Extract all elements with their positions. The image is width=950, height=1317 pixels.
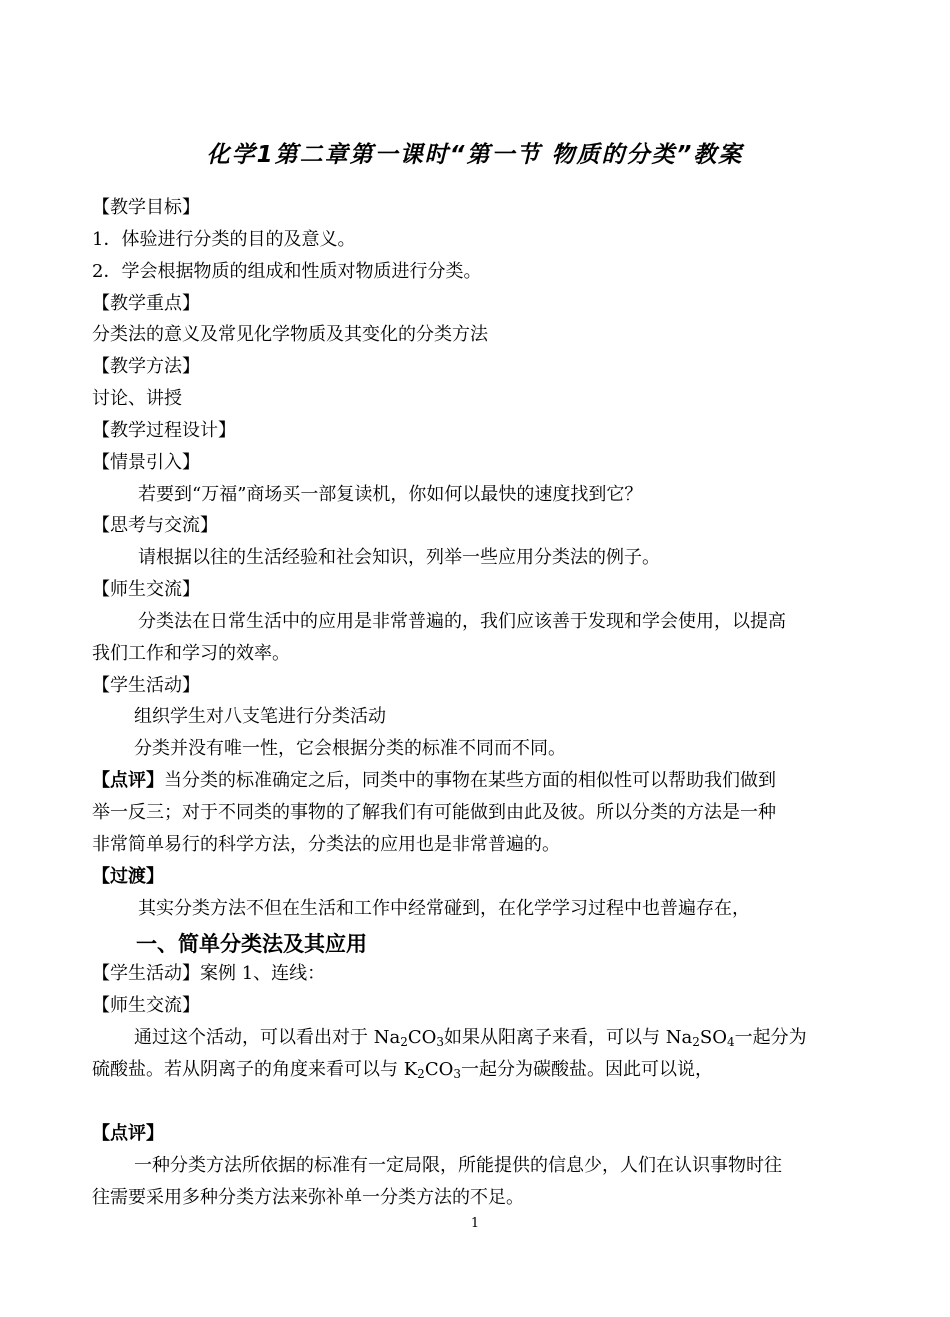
section-head-exchange2: 【师生交流】 xyxy=(92,995,200,1016)
exchange2-text-b-end: 一起分为碳酸盐。因此可以说， xyxy=(460,1059,713,1080)
goal-item-1: 1．体验进行分类的目的及意义。 xyxy=(92,229,356,250)
page-title: 化学1第二章第一课时“第一节 物质的分类”教案 xyxy=(206,142,744,168)
section-head-activity2: 【学生活动】 xyxy=(92,963,200,984)
transition-text: 其实分类方法不但在生活和工作中经常碰到，在化学学习过程中也普遍存在， xyxy=(138,898,750,919)
heading-simple-classification: 一、简单分类法及其应用 xyxy=(136,932,367,956)
exchange2-line-2 xyxy=(92,1059,713,1081)
section-head-method: 【教学方法】 xyxy=(92,356,200,377)
subscript: 3 xyxy=(453,1067,461,1081)
exchange2-text-end: 一起分为 xyxy=(734,1027,807,1048)
subscript: 2 xyxy=(417,1067,425,1081)
page-number: 1 xyxy=(470,1216,480,1231)
formula-part: SO xyxy=(699,1027,727,1048)
subscript: 4 xyxy=(726,1035,735,1049)
section-head-exchange: 【师生交流】 xyxy=(92,579,200,600)
comment-text-3: 非常简单易行的科学方法，分类法的应用也是非常普遍的。 xyxy=(92,834,560,855)
exchange2-text-a: 通过这个活动，可以看出对于 Na xyxy=(134,1027,401,1048)
comment-text-1: 当分类的标准确定之后，同类中的事物在某些方面的相似性可以帮助我们做到 xyxy=(164,770,776,791)
method-text: 讨论、讲授 xyxy=(92,388,182,409)
section-head-comment: 【点评】 xyxy=(92,770,164,791)
section-head-goals: 【教学目标】 xyxy=(92,197,200,218)
activity-text-2: 分类并没有唯一性，它会根据分类的标准不同而不同。 xyxy=(134,738,566,759)
activity-text-1: 组织学生对八支笔进行分类活动 xyxy=(134,706,386,727)
formula-part: CO xyxy=(407,1027,437,1048)
subscript: 2 xyxy=(692,1035,700,1049)
exchange2-line-1 xyxy=(134,1027,807,1049)
key-text: 分类法的意义及常见化学物质及其变化的分类方法 xyxy=(92,324,488,345)
section-head-key: 【教学重点】 xyxy=(92,293,200,314)
comment-paragraph xyxy=(92,770,776,792)
section-head-think: 【思考与交流】 xyxy=(92,515,218,536)
comment2-text-2: 往需要采用多种分类方法来弥补单一分类方法的不足。 xyxy=(92,1187,524,1208)
section-head-transition: 【过渡】 xyxy=(92,866,164,887)
intro-text: 若要到“万福”商场买一部复读机，你如何以最快的速度找到它？ xyxy=(138,484,643,505)
formula-part: CO xyxy=(424,1059,454,1080)
activity2-text: 案例 1、连线： xyxy=(200,963,326,984)
goal-item-2: 2．学会根据物质的组成和性质对物质进行分类。 xyxy=(92,261,482,282)
section-head-intro: 【情景引入】 xyxy=(92,452,200,473)
exchange2-text-b: 硫酸盐。若从阴离子的角度来看可以与 K xyxy=(92,1059,418,1080)
exchange-text-2: 我们工作和学习的效率。 xyxy=(92,643,290,664)
comment2-text-1: 一种分类方法所依据的标准有一定局限，所能提供的信息少，人们在认识事物时往 xyxy=(134,1155,782,1176)
section-head-process: 【教学过程设计】 xyxy=(92,420,236,441)
exchange2-text-mid: 如果从阳离子来看，可以与 Na xyxy=(444,1027,693,1048)
activity2-line xyxy=(92,963,325,985)
subscript: 3 xyxy=(436,1035,445,1049)
section-head-activity: 【学生活动】 xyxy=(92,675,200,696)
think-text: 请根据以往的生活经验和社会知识，列举一些应用分类法的例子。 xyxy=(138,547,660,568)
subscript: 2 xyxy=(400,1035,408,1049)
section-head-comment2: 【点评】 xyxy=(92,1123,164,1144)
exchange-text-1: 分类法在日常生活中的应用是非常普遍的，我们应该善于发现和学会使用，以提高 xyxy=(138,611,786,632)
comment-text-2: 举一反三；对于不同类的事物的了解我们有可能做到由此及彼。所以分类的方法是一种 xyxy=(92,802,776,823)
